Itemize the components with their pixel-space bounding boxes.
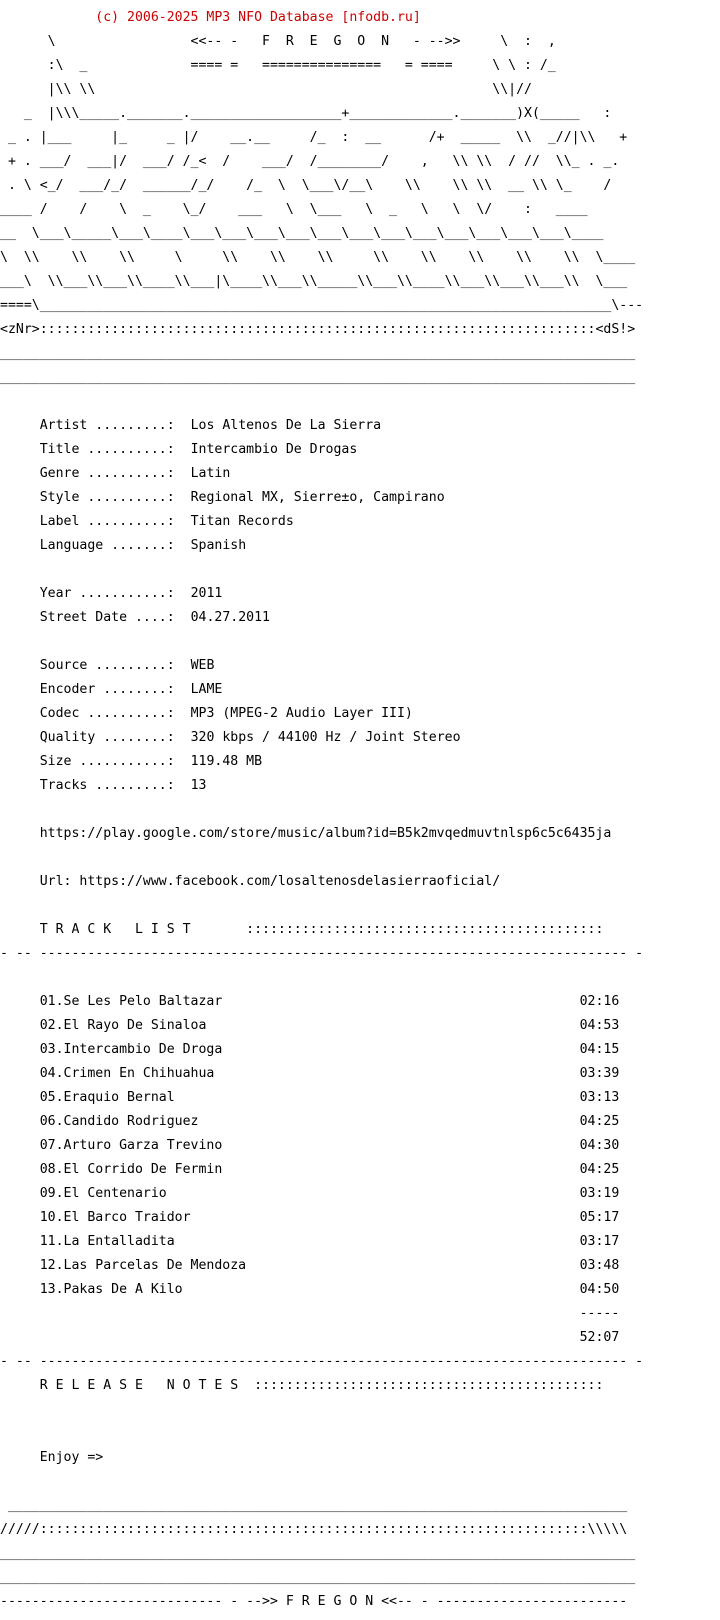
release-notes-text: Enjoy => xyxy=(0,1450,104,1465)
ascii-art-line: _ |\\\_____._______.___________________+_____________._______)X(_____ : xyxy=(0,106,612,121)
separator-dashes: - -- -------------------------------------------------------------------------- - xyxy=(0,946,644,961)
track-name: 13.Pakas De A Kilo xyxy=(0,1282,183,1297)
blank-line xyxy=(0,1428,643,1440)
track-name: 09.El Centenario xyxy=(0,1186,167,1201)
track-gap xyxy=(191,1210,580,1225)
tracklist-heading: T R A C K L I S T ::::::::::::::::::::::::::::::::::::::::::::: xyxy=(0,922,604,937)
store-url: https://play.google.com/store/music/album?id=B5k2mvqedmuvtnlsp6c5c6435ja xyxy=(0,826,612,841)
info-title xyxy=(0,444,643,456)
info-value: Spanish xyxy=(190,538,247,553)
ascii-art-line: ____ / / \ _ \_/ ___ \ \___ \ _ \ \ \/ : ____ xyxy=(0,202,588,217)
info-language xyxy=(0,540,643,552)
info-value: 2011 xyxy=(190,586,223,601)
info-year xyxy=(0,588,643,600)
track-duration: 03:13 xyxy=(579,1090,620,1105)
track-row xyxy=(0,1260,643,1272)
blank-line xyxy=(0,972,643,984)
footer-rule: ________________________________________________________________________________ xyxy=(0,1570,636,1585)
blank-line xyxy=(0,804,643,816)
info-label: Label ..........: xyxy=(0,514,191,529)
track-duration: 02:16 xyxy=(579,994,620,1009)
track-duration: 04:25 xyxy=(579,1162,620,1177)
total-time: 52:07 xyxy=(0,1330,620,1345)
track-gap xyxy=(222,994,579,1009)
track-row xyxy=(0,1116,643,1128)
track-gap xyxy=(199,1114,580,1129)
info-value: 320 kbps / 44100 Hz / Joint Stereo xyxy=(190,730,461,745)
info-quality xyxy=(0,732,643,744)
track-row xyxy=(0,1164,643,1176)
facebook-url: Url: https://www.facebook.com/losaltenosdelasierraoficial/ xyxy=(0,874,501,889)
track-row xyxy=(0,1236,643,1248)
ascii-art-line: __ \___\_____\___\____\___\___\___\___\___\___\___\___\___\___\___\___\____ xyxy=(0,226,604,241)
info-label: Quality ........: xyxy=(0,730,191,745)
release-notes-heading: R E L E A S E N O T E S :::::::::::::::::::::::::::::::::::::::::::: xyxy=(0,1378,604,1393)
info-label: Codec ..........: xyxy=(0,706,191,721)
footer-rule: ______________________________________________________________________________ xyxy=(0,1498,628,1513)
info-label: Style ..........: xyxy=(0,490,191,505)
info-value: Los Altenos De La Sierra xyxy=(190,418,382,433)
track-duration: 05:17 xyxy=(579,1210,620,1225)
track-name: 07.Arturo Garza Trevino xyxy=(0,1138,223,1153)
ascii-art-line: \ \\ \\ \\ \ \\ \\ \\ \\ \\ \\ \\ \\ \____ xyxy=(0,250,636,265)
info-value: WEB xyxy=(190,658,215,673)
ascii-art-line: :\ _ ==== = =============== = ==== \ \ : /_ xyxy=(0,58,556,73)
info-value: Titan Records xyxy=(190,514,294,529)
track-duration: 03:48 xyxy=(579,1258,620,1273)
track-gap xyxy=(214,1066,579,1081)
track-row xyxy=(0,1020,643,1032)
separator-rule: ________________________________________________________________________________ xyxy=(0,346,636,361)
track-gap xyxy=(175,1234,580,1249)
track-name: 11.La Entalladita xyxy=(0,1234,175,1249)
track-row xyxy=(0,1284,643,1296)
track-name: 06.Candido Rodriguez xyxy=(0,1114,199,1129)
track-duration: 03:39 xyxy=(579,1066,620,1081)
ascii-art-line: . \ <_/ ___/_/ ______/_/ /_ \ \___\/__\ \\ \\ \\ __ \\ \_ / xyxy=(0,178,612,193)
track-gap xyxy=(206,1018,579,1033)
info-label: Street Date ....: xyxy=(0,610,191,625)
info-value: 04.27.2011 xyxy=(190,610,270,625)
track-gap xyxy=(175,1090,580,1105)
ascii-art-line: \ <<-- - F R E G O N - -->> \ : , xyxy=(0,34,556,49)
track-duration: 04:15 xyxy=(579,1042,620,1057)
track-name: 08.El Corrido De Fermin xyxy=(0,1162,223,1177)
info-label: Encoder ........: xyxy=(0,682,191,697)
blank-line xyxy=(0,636,643,648)
info-value: MP3 (MPEG-2 Audio Layer III) xyxy=(190,706,413,721)
info-label: Artist .........: xyxy=(0,418,191,433)
track-row xyxy=(0,1044,643,1056)
track-row xyxy=(0,996,643,1008)
site-header: (c) 2006-2025 MP3 NFO Database [nfodb.ru] xyxy=(0,10,421,25)
info-label: Language .......: xyxy=(0,538,191,553)
total-rule: ----- xyxy=(0,1306,620,1321)
track-row xyxy=(0,1092,643,1104)
track-row xyxy=(0,1212,643,1224)
info-artist xyxy=(0,420,643,432)
info-encoder xyxy=(0,684,643,696)
track-name: 10.El Barco Traidor xyxy=(0,1210,191,1225)
info-street-date xyxy=(0,612,643,624)
track-gap xyxy=(222,1042,579,1057)
ascii-art-line: _ . |___ |_ _ |/ __.__ /_ : __ /+ _____ \\ _//|\\ + xyxy=(0,130,628,145)
footer-rule: ________________________________________________________________________________ xyxy=(0,1546,636,1561)
track-row xyxy=(0,1140,643,1152)
info-label: Title ..........: xyxy=(0,442,191,457)
info-tracks xyxy=(0,780,643,792)
info-label: Source .........: xyxy=(0,658,191,673)
info-label: Year ...........: xyxy=(0,586,191,601)
blank-line xyxy=(0,396,643,408)
info-value: 13 xyxy=(190,778,207,793)
info-size xyxy=(0,756,643,768)
track-name: 12.Las Parcelas De Mendoza xyxy=(0,1258,247,1273)
ascii-art-line: + . ___/ ___|/ ___/ /_< / ___/ /________/ , \\ \\ / // \\_ . _. xyxy=(0,154,620,169)
info-value: Regional MX, Sierre±o, Campirano xyxy=(190,490,445,505)
footer-signature: ---------------------------- - -->> F R E G O N <<-- - ------------------------ xyxy=(0,1594,628,1609)
track-duration: 04:25 xyxy=(579,1114,620,1129)
info-label: Genre ..........: xyxy=(0,466,191,481)
blank-line xyxy=(0,852,643,864)
track-duration: 03:17 xyxy=(579,1234,620,1249)
track-gap xyxy=(167,1186,580,1201)
track-name: 03.Intercambio De Droga xyxy=(0,1042,223,1057)
blank-line xyxy=(0,1404,643,1416)
track-gap xyxy=(222,1138,579,1153)
info-style xyxy=(0,492,643,504)
ascii-art-line: ___\ \\___\\___\\____\\___|\____\\___\\_____\\___\\____\\___\\___\\___\\ \___ xyxy=(0,274,628,289)
ascii-art-line: ====\________________________________________________________________________\--- xyxy=(0,298,644,313)
track-name: 02.El Rayo De Sinaloa xyxy=(0,1018,207,1033)
info-label: Tracks .........: xyxy=(0,778,191,793)
track-duration: 04:30 xyxy=(579,1138,620,1153)
info-value: LAME xyxy=(190,682,223,697)
info-value: Latin xyxy=(190,466,231,481)
info-value: Intercambio De Drogas xyxy=(190,442,358,457)
info-source xyxy=(0,660,643,672)
ascii-art-line: |\\ \\ \\|// xyxy=(0,82,532,97)
track-gap xyxy=(246,1258,579,1273)
info-codec xyxy=(0,708,643,720)
track-gap xyxy=(222,1162,579,1177)
ascii-art-line: <zNr>::::::::::::::::::::::::::::::::::::::::::::::::::::::::::::::::::::::<dS!> xyxy=(0,322,636,337)
track-name: 05.Eraquio Bernal xyxy=(0,1090,175,1105)
track-duration: 03:19 xyxy=(579,1186,620,1201)
info-record-label xyxy=(0,516,643,528)
separator-dashes: - -- -------------------------------------------------------------------------- - xyxy=(0,1354,644,1369)
track-name: 01.Se Les Pelo Baltazar xyxy=(0,994,223,1009)
track-duration: 04:50 xyxy=(579,1282,620,1297)
info-value: 119.48 MB xyxy=(190,754,263,769)
blank-line xyxy=(0,1476,643,1488)
track-gap xyxy=(183,1282,580,1297)
track-row xyxy=(0,1068,643,1080)
info-label: Size ...........: xyxy=(0,754,191,769)
blank-line xyxy=(0,900,643,912)
info-genre xyxy=(0,468,643,480)
footer-colon-line: /////:::::::::::::::::::::::::::::::::::::::::::::::::::::::::::::::::::::\\\\\ xyxy=(0,1522,628,1537)
blank-line xyxy=(0,564,643,576)
track-duration: 04:53 xyxy=(579,1018,620,1033)
track-row xyxy=(0,1188,643,1200)
track-name: 04.Crimen En Chihuahua xyxy=(0,1066,215,1081)
separator-rule: ________________________________________________________________________________ xyxy=(0,370,636,385)
